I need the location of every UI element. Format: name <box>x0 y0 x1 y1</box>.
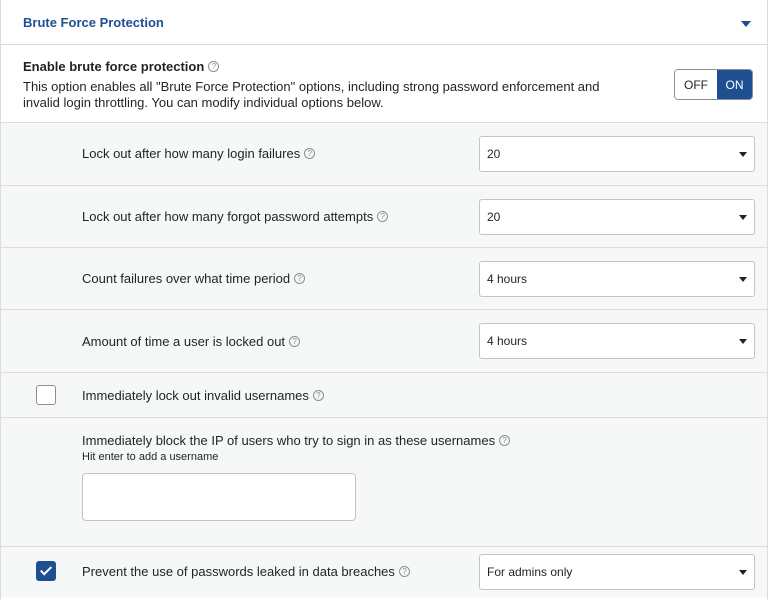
count-period-value: 4 hours <box>487 272 528 286</box>
help-icon[interactable]: ? <box>289 336 300 347</box>
block-ip-label: Immediately block the IP of users who try to sign in as these usernames <box>82 433 496 448</box>
help-icon[interactable]: ? <box>208 61 219 72</box>
count-period-row <box>1 248 767 310</box>
master-setting <box>1 45 767 123</box>
chevron-down-icon <box>739 215 747 220</box>
master-setting-description: This option enables all "Brute Force Protection" options, including strong password enforcement and invalid login throttling. You can modify individual options below. <box>23 79 600 110</box>
leaked-passwords-checkbox[interactable] <box>36 561 56 581</box>
help-icon[interactable]: ? <box>377 211 388 222</box>
forgot-password-row <box>1 186 767 248</box>
blocked-usernames-input[interactable] <box>82 473 356 521</box>
help-icon[interactable]: ? <box>313 390 324 401</box>
section-title: Brute Force Protection <box>23 14 164 30</box>
lockout-time-label-wrap <box>82 334 300 349</box>
caret-down-icon[interactable] <box>741 21 751 27</box>
invalid-usernames-checkbox[interactable] <box>36 385 56 405</box>
help-icon[interactable]: ? <box>399 566 410 577</box>
lockout-time-select[interactable] <box>479 323 755 359</box>
section-header[interactable] <box>1 0 767 45</box>
leaked-passwords-value: For admins only <box>487 565 573 579</box>
forgot-password-label-wrap <box>82 209 388 224</box>
help-icon[interactable]: ? <box>294 273 305 284</box>
invalid-usernames-label: Immediately lock out invalid usernames <box>82 388 309 403</box>
lockout-time-value: 4 hours <box>487 334 528 348</box>
help-icon[interactable]: ? <box>304 148 315 159</box>
lockout-time-label: Amount of time a user is locked out <box>82 334 286 349</box>
login-failures-label: Lock out after how many login failures <box>82 146 301 161</box>
master-setting-title-row <box>23 59 745 74</box>
master-setting-title: Enable brute force protection <box>23 59 205 74</box>
block-ip-label-wrap <box>82 433 510 448</box>
leaked-passwords-select[interactable] <box>479 554 755 590</box>
count-period-select[interactable] <box>479 261 755 297</box>
forgot-password-select[interactable] <box>479 199 755 235</box>
block-ip-row <box>1 418 767 547</box>
checkmark-icon <box>40 563 52 575</box>
toggle-on-option[interactable]: ON <box>717 70 752 99</box>
help-icon[interactable]: ? <box>499 435 510 446</box>
sub-settings <box>1 123 767 597</box>
login-failures-select[interactable] <box>479 136 755 172</box>
chevron-down-icon <box>739 570 747 575</box>
login-failures-value: 20 <box>487 147 501 161</box>
invalid-usernames-row <box>1 373 767 418</box>
invalid-usernames-label-wrap <box>82 388 324 403</box>
lockout-time-row <box>1 310 767 373</box>
leaked-passwords-label-wrap <box>82 564 410 579</box>
forgot-password-value: 20 <box>487 210 501 224</box>
block-ip-hint: Hit enter to add a username <box>82 451 219 463</box>
chevron-down-icon <box>739 277 747 282</box>
login-failures-label-wrap <box>82 146 315 161</box>
count-period-label: Count failures over what time period <box>82 271 291 286</box>
leaked-passwords-row <box>1 547 767 597</box>
chevron-down-icon <box>739 339 747 344</box>
toggle-off-option[interactable]: OFF <box>675 70 717 99</box>
login-failures-row <box>1 123 767 186</box>
brute-force-toggle[interactable] <box>674 69 753 100</box>
forgot-password-label: Lock out after how many forgot password attempts <box>82 209 374 224</box>
leaked-passwords-label: Prevent the use of passwords leaked in data breaches <box>82 564 395 579</box>
chevron-down-icon <box>739 152 747 157</box>
count-period-label-wrap <box>82 271 305 286</box>
